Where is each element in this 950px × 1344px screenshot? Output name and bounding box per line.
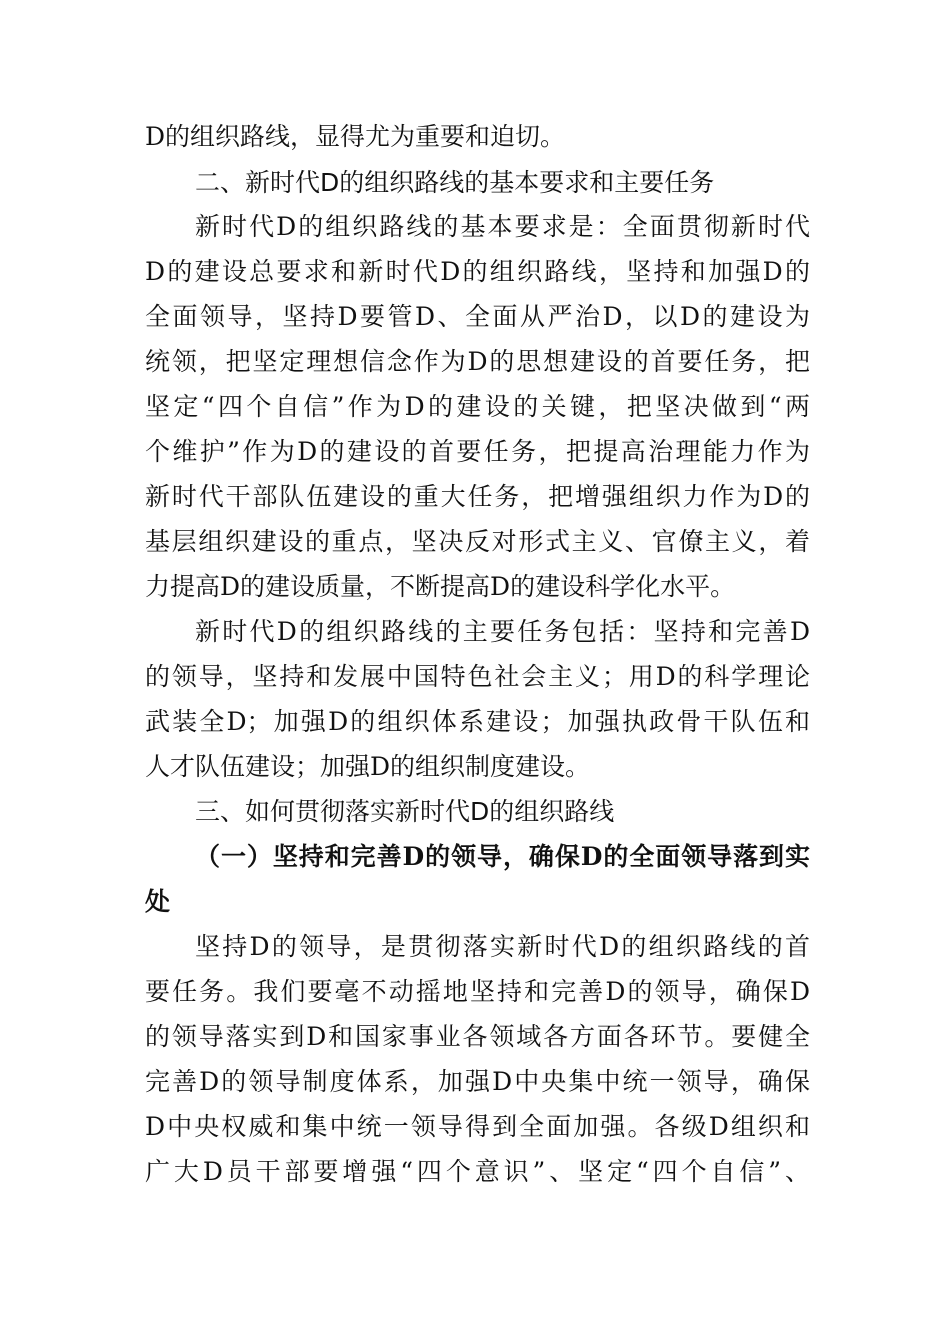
subsection-heading-1-continuation: 处 <box>145 887 171 916</box>
paragraph-line: D的组织路线，显得尤为重要和迫切。 <box>145 122 566 151</box>
paragraph-line: 新时代D的组织路线的主要任务包括：坚持和完善D <box>195 617 810 646</box>
paragraph-line: 力提高D的建设质量，不断提高D的建设科学化水平。 <box>145 572 736 601</box>
paragraph-line: 新时代D的组织路线的基本要求是：全面贯彻新时代 <box>195 212 810 241</box>
section-heading-2: 二、新时代D的组织路线的基本要求和主要任务 <box>195 168 715 197</box>
paragraph-line: D中央权威和集中统一领导得到全面加强。各级D组织和 <box>145 1112 810 1141</box>
paragraph-line: 完善D的领导制度体系，加强D中央集中统一领导，确保 <box>145 1067 810 1096</box>
paragraph-line: 统领，把坚定理想信念作为D的思想建设的首要任务，把 <box>145 347 810 376</box>
subsection-heading-1: （一）坚持和完善D的领导，确保D的全面领导落到实 <box>195 842 810 871</box>
paragraph-line: 新时代干部队伍建设的重大任务，把增强组织力作为D的 <box>145 482 810 511</box>
paragraph-line: 全面领导，坚持D要管D、全面从严治D，以D的建设为 <box>145 302 810 331</box>
paragraph-line: 基层组织建设的重点，坚决反对形式主义、官僚主义，着 <box>145 527 810 556</box>
paragraph-line: 坚定“四个自信”作为D的建设的关键，把坚决做到“两 <box>145 392 810 421</box>
paragraph-line: 广大D员干部要增强“四个意识”、坚定“四个自信”、 <box>145 1157 810 1186</box>
paragraph-line: D的建设总要求和新时代D的组织路线，坚持和加强D的 <box>145 257 810 286</box>
paragraph-line: 人才队伍建设；加强D的组织制度建设。 <box>145 752 591 781</box>
paragraph-line: 的领导落实到D和国家事业各领域各方面各环节。要健全 <box>145 1022 810 1051</box>
paragraph-line: 要任务。我们要毫不动摇地坚持和完善D的领导，确保D <box>145 977 810 1006</box>
paragraph-line: 武装全D；加强D的组织体系建设；加强执政骨干队伍和 <box>145 707 810 736</box>
paragraph-line: 个维护”作为D的建设的首要任务，把提高治理能力作为 <box>145 437 810 466</box>
paragraph-line: 的领导，坚持和发展中国特色社会主义；用D的科学理论 <box>145 662 810 691</box>
paragraph-line: 坚持D的领导，是贯彻落实新时代D的组织路线的首 <box>195 932 810 961</box>
section-heading-3: 三、如何贯彻落实新时代D的组织路线 <box>195 797 615 826</box>
